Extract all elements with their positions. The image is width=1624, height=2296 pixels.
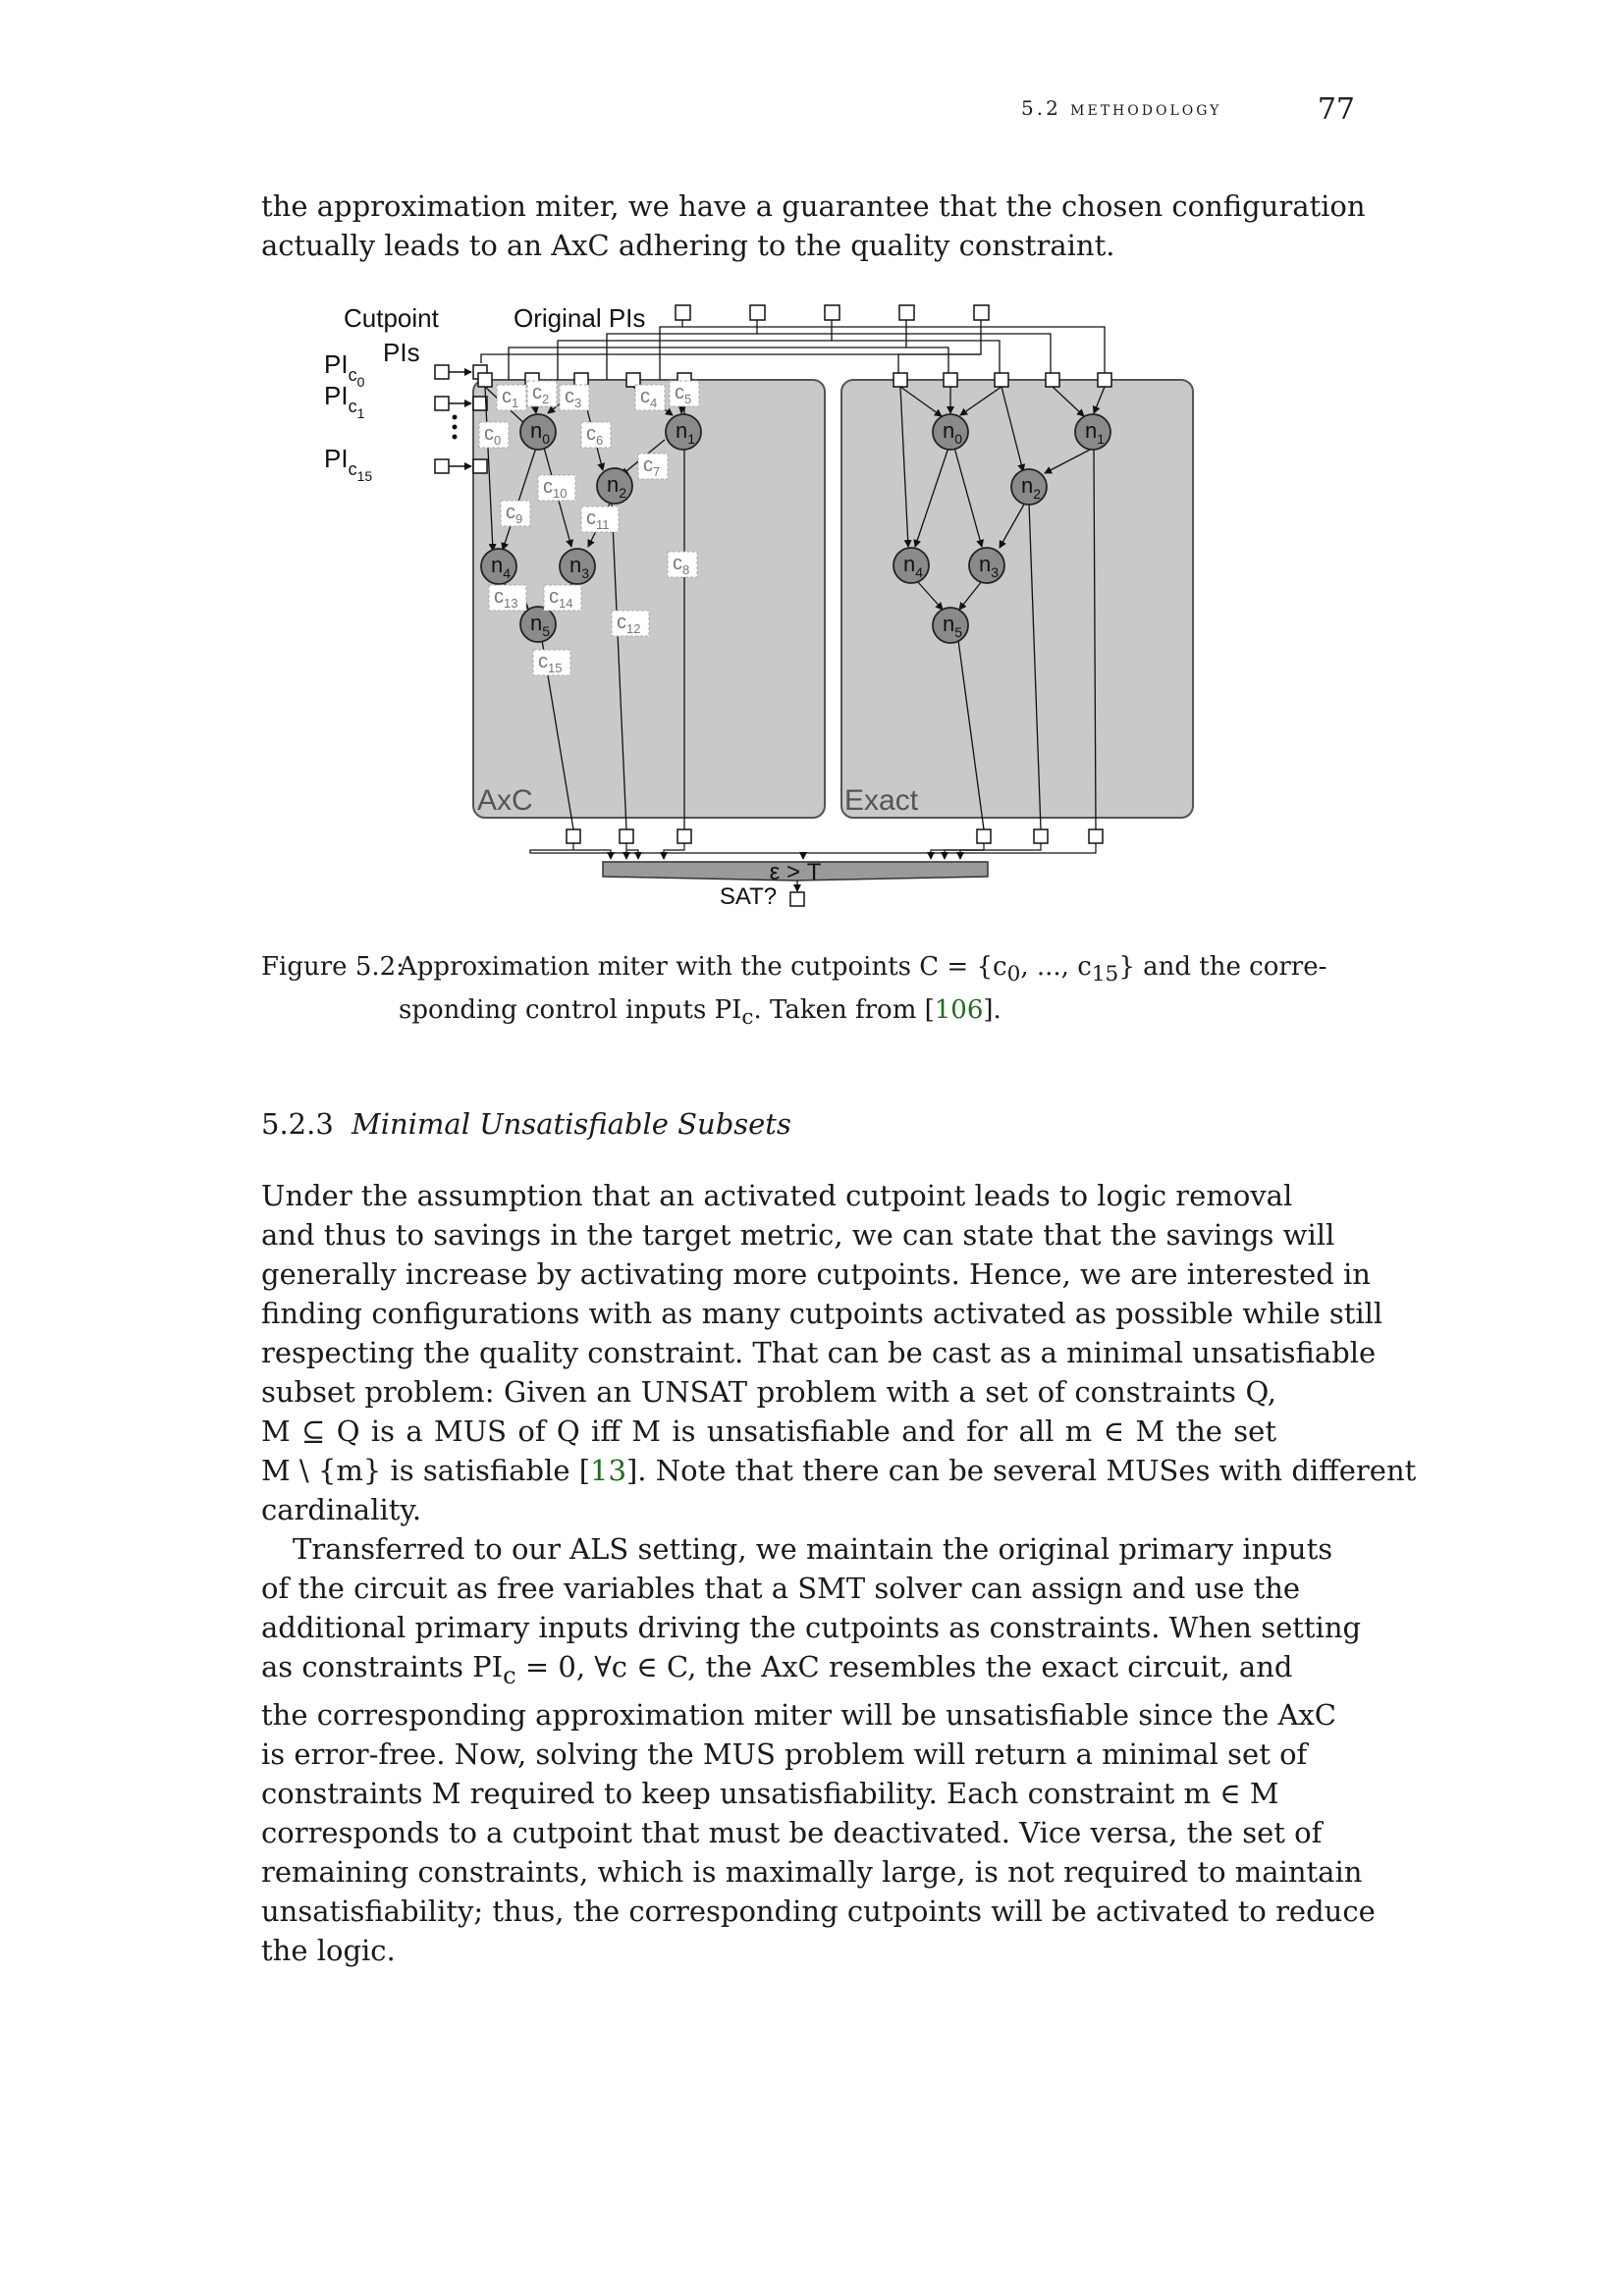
- citation-link[interactable]: 106: [934, 995, 984, 1026]
- svg-text:n1: $n_1$: [676, 418, 696, 447]
- text-line: actually leads to an AxC adhering to the quality constraint.: [261, 229, 1115, 262]
- svg-text:c14: $c_{14}$: [549, 586, 573, 611]
- page-number: 77: [1317, 92, 1355, 127]
- node-n5: [520, 607, 556, 642]
- svg-text:c11: $c_{11}$: [586, 507, 610, 532]
- text-line: additional primary inputs driving the cutpoints as constraints. When setting: [261, 1611, 1362, 1644]
- subsection-number: 5.2.3: [261, 1107, 334, 1141]
- subsection-title: Minimal Unsatisfiable Subsets: [352, 1107, 791, 1141]
- svg-text:n5: $n_5$: [943, 612, 963, 640]
- cutpoint-c15: [533, 650, 570, 675]
- cutpoint-c13: [489, 585, 526, 611]
- node-n1: [1075, 414, 1110, 450]
- svg-text:n3: $n_3$: [979, 552, 1000, 580]
- cutpoint-pis-label-2: PIs: [383, 338, 420, 367]
- cutpoint-c10: [538, 475, 575, 501]
- text-line: Transferred to our ALS setting, we maintain the original primary inputs: [293, 1532, 1333, 1566]
- text-line: respecting the quality constraint. That can be cast as a minimal unsatisfiable: [261, 1336, 1377, 1369]
- cutpoint-c8: [668, 552, 697, 577]
- cutpoint-c3: [560, 385, 589, 410]
- cutpoint-c14: [544, 585, 581, 611]
- text-line: finding configurations with as many cutpoints activated as possible while still: [261, 1297, 1383, 1330]
- text-line: subset problem: Given an UNSAT problem with a set of constraints Q,: [261, 1375, 1276, 1409]
- svg-text:c0: $c_0$: [484, 423, 502, 448]
- cutpoint-c6: [581, 422, 611, 448]
- text-line: M \ {m} is satisfiable [13]. Note that there can be several MUSes with different: [261, 1454, 1417, 1487]
- node-n2: [597, 468, 632, 504]
- svg-text:c5: $c_5$: [675, 382, 692, 406]
- cutpoint-c4: [635, 385, 665, 410]
- svg-text:c4: $c_4$: [640, 386, 658, 410]
- text-line: remaining constraints, which is maximally large, is not required to maintain: [261, 1854, 1363, 1889]
- text-line: of the circuit as free variables that a SMT solver can assign and use the: [261, 1572, 1301, 1605]
- original-pi-boxes: [676, 305, 989, 320]
- node-n4: [481, 549, 516, 584]
- text-line: corresponds to a cutpoint that must be deactivated. Vice versa, the set of: [261, 1815, 1323, 1849]
- cutpoint-c0: [479, 422, 509, 448]
- text-line: M ⊆ Q is a MUS of Q iff M is unsatisfiable and for all m ∈ M the set: [261, 1415, 1276, 1448]
- text-line: the logic.: [261, 1933, 396, 1967]
- svg-text:n1: $n_1$: [1085, 418, 1106, 447]
- svg-text:c7: $c_7$: [643, 454, 661, 479]
- cutpoint-c5: [670, 381, 699, 406]
- axc-panel-label: AxC: [477, 784, 533, 817]
- cutpoint-c12: [612, 611, 649, 636]
- cutpoint-c2: [527, 381, 557, 406]
- text-line: constraints M required to keep unsatisfiability. Each constraint m ∈ M: [261, 1776, 1279, 1810]
- node-n2: [1011, 469, 1047, 505]
- svg-text:n2: $n_2$: [1021, 473, 1042, 502]
- svg-text:n4: $n_4$: [903, 552, 924, 580]
- output-boxes: [567, 829, 1103, 843]
- body-paragraph-2: [261, 1529, 1376, 1970]
- text-line: cardinality.: [261, 1493, 422, 1526]
- svg-text:n0: $n_0$: [943, 418, 963, 447]
- epsilon-threshold-label: ε > T: [769, 859, 822, 885]
- svg-text:n2: $n_2$: [607, 472, 627, 501]
- svg-text:c12: $c_{12}$: [617, 612, 641, 636]
- text-line: and thus to savings in the target metric, we can state that the savings will: [261, 1218, 1335, 1252]
- body-paragraph-1: [261, 1176, 1417, 1529]
- svg-text:c1: $c_1$: [502, 386, 519, 410]
- caption-label: Figure 5.2:: [261, 952, 405, 982]
- svg-text:c6: $c_6$: [586, 423, 604, 448]
- node-n1: [666, 414, 701, 450]
- svg-text:c10: $c_{10}$: [543, 476, 568, 501]
- svg-text:n0: $n_0$: [530, 418, 551, 447]
- svg-text:c13: $c_{13}$: [494, 586, 518, 611]
- node-n0: [933, 414, 968, 450]
- node-n4: [893, 548, 929, 583]
- text-line: the corresponding approximation miter will be unsatisfiable since the AxC: [261, 1697, 1336, 1732]
- running-header: [1021, 92, 1355, 130]
- node-n5: [933, 608, 968, 643]
- approximation-miter-figure: [324, 294, 1208, 933]
- node-n3: [969, 548, 1004, 583]
- original-pis-label: Original PIs: [514, 303, 646, 333]
- text-line: is error-free. Now, solving the MUS problem will return a minimal set of: [261, 1736, 1308, 1771]
- exact-panel: [841, 380, 1193, 818]
- subsection-heading: [261, 1107, 791, 1141]
- intro-paragraph: [261, 187, 1366, 265]
- citation-link[interactable]: 13: [590, 1454, 626, 1487]
- header-section: 5.2 methodology: [1021, 96, 1222, 120]
- sat-label: SAT?: [719, 883, 778, 910]
- svg-text:PIc1: $PI_{c1}$: [324, 381, 365, 421]
- caption-line-1: Approximation miter with the cutpoints $C = \{c_0$, ..., $c_{15}$} and the corre-: [399, 952, 1327, 988]
- svg-text:c9: $c_9$: [506, 502, 523, 526]
- caption-text: [399, 949, 1327, 1036]
- cutpoint-c1: [497, 385, 526, 410]
- svg-text:PIc15: $PI_{c15}$: [324, 444, 373, 484]
- cutpoint-c7: [638, 454, 668, 479]
- svg-text:c2: $c_2$: [532, 382, 550, 406]
- cutpoint-pis-label: Cutpoint: [344, 303, 439, 333]
- sat-output-box: [790, 892, 804, 906]
- text-line: Under the assumption that an activated cutpoint leads to logic removal: [261, 1179, 1293, 1212]
- cutpoint-c11: [581, 507, 619, 532]
- cutpoint-pi-labels: [324, 349, 372, 484]
- svg-text:c15: $c_{15}$: [538, 651, 563, 675]
- svg-text:c8: $c_8$: [673, 553, 690, 577]
- svg-text:n4: $n_4$: [491, 553, 512, 581]
- output-routing-wires: [530, 843, 1096, 859]
- caption-line-2: sponding control inputs $PI_c$. Taken from [106].: [399, 995, 1001, 1031]
- svg-text:n3: $n_3$: [569, 553, 590, 581]
- svg-text:n5: $n_5$: [530, 611, 551, 639]
- node-n0: [520, 414, 556, 450]
- text-line: unsatisfiability; thus, the corresponding cutpoints will be activated to reduce: [261, 1894, 1376, 1928]
- node-n3: [560, 549, 595, 584]
- cutpoint-c9: [501, 501, 530, 526]
- text-line: generally increase by activating more cutpoints. Hence, we are interested in: [261, 1257, 1371, 1291]
- svg-text:PIc0: $PI_{c0}$: [324, 349, 365, 390]
- exact-panel-label: Exact: [844, 784, 919, 817]
- text-line: the approximation miter, we have a guarantee that the chosen configuration: [261, 189, 1366, 223]
- svg-text:c3: $c_3$: [565, 386, 582, 410]
- text-line: as constraints $PI_c = 0$, ∀c ∈ C, the AxC resembles the exact circuit, and: [261, 1650, 1293, 1689]
